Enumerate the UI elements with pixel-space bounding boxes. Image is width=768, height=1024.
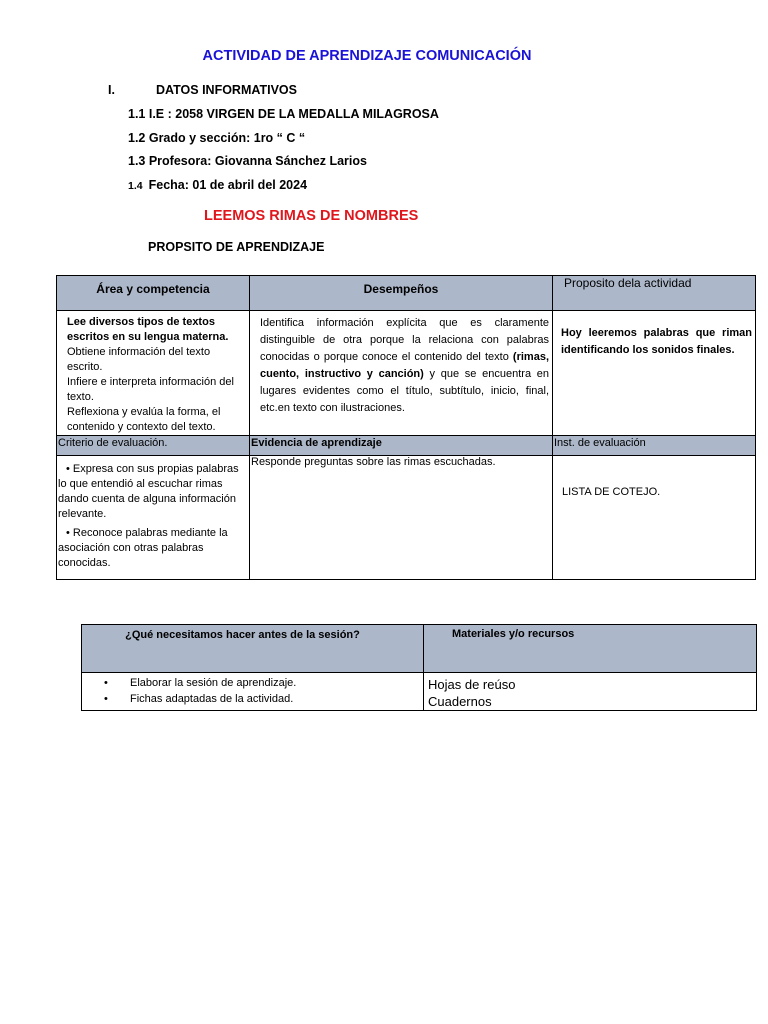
evidencia-cell: Responde preguntas sobre las rimas escuchadas. [250,456,553,580]
materiales-cell [424,673,757,711]
header-instrumento: Inst. de evaluación [553,436,756,456]
preparacion-text: Fichas adaptadas de la actividad. [130,693,294,705]
capacidad-2: Infiere e interpreta información del texto. [67,376,234,403]
section-title: DATOS INFORMATIVOS [156,83,297,97]
info-fecha [128,178,307,192]
preparacion-cell [82,673,424,711]
info-fecha-number: 1.4 [128,180,143,192]
bullet-icon: • [66,463,70,475]
session-subtitle: LEEMOS RIMAS DE NOMBRES [204,208,419,224]
resources-table [81,624,757,711]
criterio-text: Expresa con sus propias palabras lo que entendió al escuchar rimas dando cuenta de alguna información relevante. [58,463,239,520]
desempeno-cell [250,311,553,436]
info-ie: 1.1 I.E : 2058 VIRGEN DE LA MEDALLA MILAGROSA [128,107,439,121]
area-cell [57,311,250,436]
preparacion-item [104,691,423,707]
preparacion-text: Elaborar la sesión de aprendizaje. [130,677,297,689]
capacidad-1: Obtiene información del texto escrito. [67,346,211,373]
criterio-item [58,526,247,571]
desempeno-part3: y que se encuentra en lugares evidentes como el título, subtítulo, inicio, final, etc.en texto con ilustraciones. [260,368,550,414]
info-fecha-text: Fecha: 01 de abril del 2024 [148,178,308,192]
proposito-cell: Hoy leeremos palabras que riman identificando los sonidos finales. [553,311,756,436]
info-profesora: 1.3 Profesora: Giovanna Sánchez Larios [128,154,367,168]
bullet-icon: • [104,693,108,705]
bullet-icon: • [104,677,108,689]
desempeno-part1: Identifica información explícita que es claramente distinguible de otra porque la relaciona con palabras conocidas o porque conoce el contenido del texto [260,317,549,363]
competencia-text: Lee diversos tipos de textos escritos en su lengua materna. [67,316,229,343]
document-title: ACTIVIDAD DE APRENDIZAJE COMUNICACIÓN [202,48,532,64]
criterio-cell [57,456,250,580]
header-area: Área y competencia [57,276,250,311]
header-antes-sesion: ¿Qué necesitamos hacer antes de la sesión? [82,625,424,673]
section-number: I. [108,83,115,97]
material-item: Hojas de reúso [428,677,516,692]
criterio-text: Reconoce palabras mediante la asociación con otras palabras conocidas. [58,527,228,569]
material-item: Cuadernos [428,694,492,709]
instrumento-cell: LISTA DE COTEJO. [553,456,756,580]
planning-table [56,275,756,580]
bullet-icon: • [66,527,70,539]
header-materiales: Materiales y/o recursos [424,625,757,673]
capacidad-3: Reflexiona y evalúa la forma, el contenido y contexto del texto. [67,406,221,433]
desempeno-part2: (rimas, cuento, instructivo y canción) [260,351,549,380]
preparacion-item [104,675,423,691]
header-desempenos: Desempeños [250,276,553,311]
proposito-heading: PROPSITO DE APRENDIZAJE [148,240,325,254]
criterio-item [58,462,247,522]
info-grado: 1.2 Grado y sección: 1ro “ C “ [128,131,306,145]
header-evidencia: Evidencia de aprendizaje [250,436,553,456]
header-proposito: Proposito dela actividad [553,276,756,311]
header-criterio: Criterio de evaluación. [57,436,250,456]
